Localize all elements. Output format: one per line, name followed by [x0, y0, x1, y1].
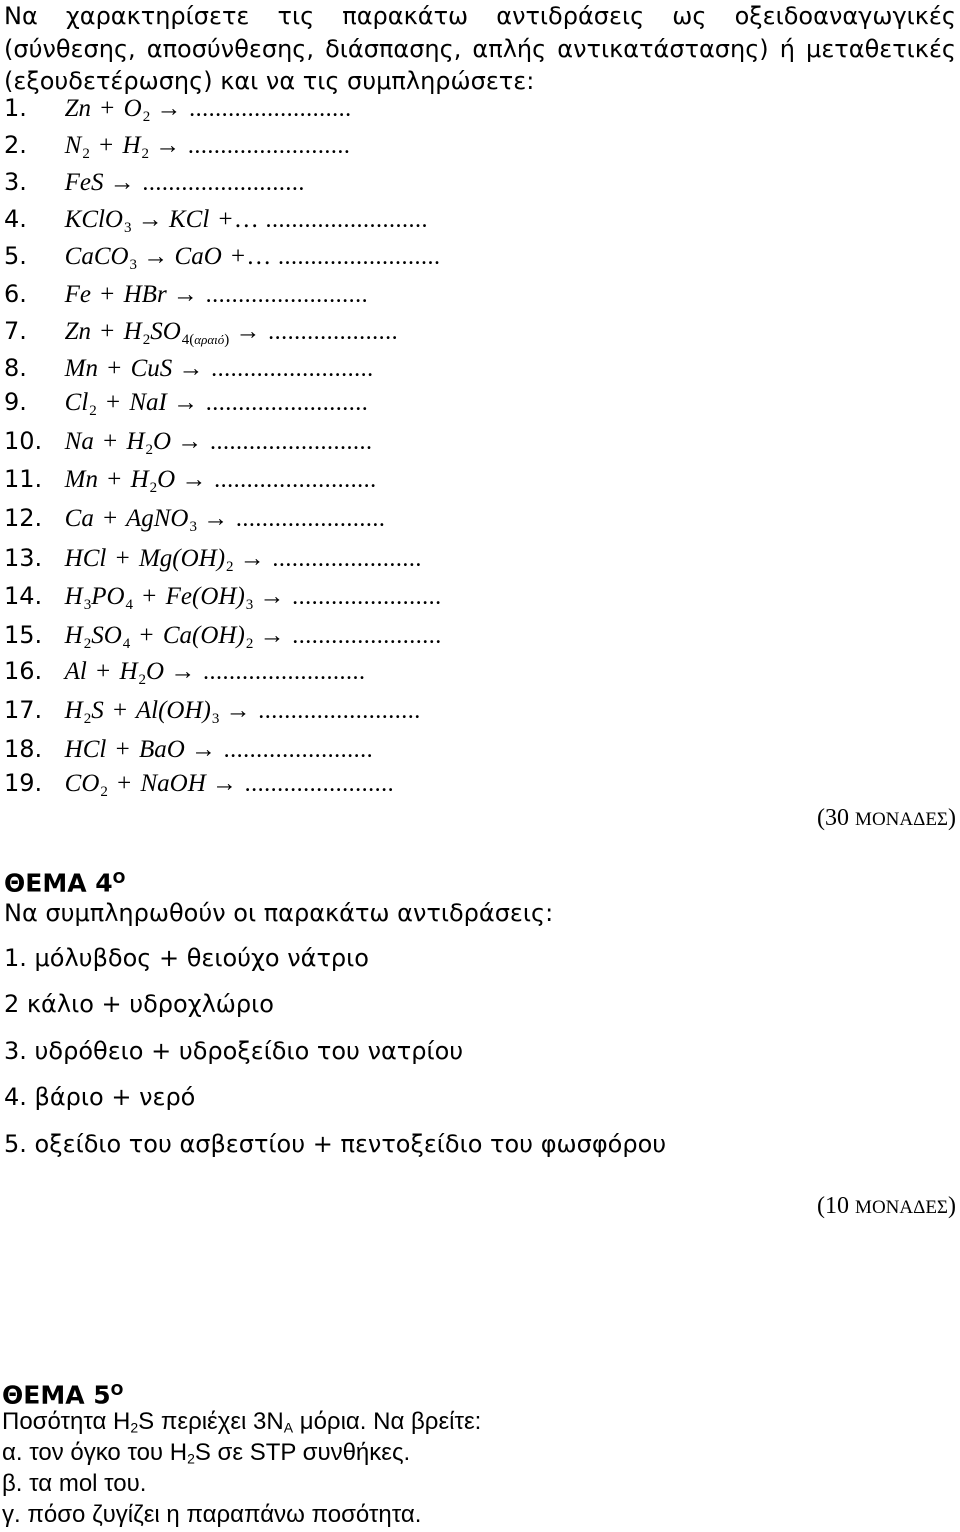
answer-blank[interactable]: .......................	[292, 623, 442, 649]
theme5-question-a: α. τον όγκο του $H_2S$ σε STP συνθήκες.	[2, 1439, 411, 1467]
equation-row	[4, 350, 374, 386]
equation-number: 14.	[4, 582, 43, 610]
equation-number: 1.	[4, 94, 27, 122]
equation-formula: $Zn + H_2SO_{4(\alpha\rho\alpha\iota ό)}$ →	[64, 318, 261, 349]
theme5-title: ΘΕΜΑ $5^O$	[2, 1380, 124, 1410]
theme4-item: 4. βάριο + νερό	[4, 1083, 196, 1111]
answer-blank[interactable]: .........................	[209, 429, 373, 455]
equation-row	[4, 765, 394, 801]
answer-blank[interactable]: .........................	[202, 659, 366, 685]
theme4-item: 1. μόλυβδος + θειούχο νάτριο	[4, 944, 369, 972]
answer-blank[interactable]: .........................	[142, 170, 305, 196]
answer-blank[interactable]: .......................	[292, 584, 442, 610]
equation-formula: HCl + BaO →	[64, 736, 217, 763]
equation-formula: $CO_2$ + NaOH →	[64, 770, 238, 801]
equation-row	[4, 653, 365, 689]
equation-row	[4, 692, 421, 728]
theme5-statement: Ποσότητα $H_2S$ περιέχει $3N_A$ μόρια. Να βρείτε:	[2, 1408, 482, 1436]
equation-number: 11.	[4, 465, 43, 493]
answer-blank[interactable]: ....................	[268, 319, 399, 345]
equation-row	[4, 201, 428, 237]
answer-blank[interactable]: .........................	[214, 467, 377, 493]
equation-number: 13.	[4, 544, 43, 572]
equation-number: 5.	[4, 242, 27, 270]
equation-row	[4, 578, 442, 614]
equation-number: 8.	[4, 354, 27, 382]
equation-row	[4, 276, 368, 312]
equation-formula: $Na + H_2O$ →	[64, 428, 203, 459]
answer-blank[interactable]: .......................	[223, 737, 374, 763]
equation-row	[4, 164, 305, 200]
theme4-title: ΘΕΜΑ $4^O$	[4, 868, 126, 898]
answer-blank[interactable]: .........................	[187, 133, 351, 159]
theme4-item: 3. υδρόθειο + υδροξείδιο του νατρίου	[4, 1037, 464, 1065]
equation-formula: $H_2S + Al(OH)_3$ →	[64, 697, 251, 728]
theme4-item: 5. οξείδιο του ασβεστίου + πεντοξείδιο του φωσφόρου	[4, 1130, 667, 1158]
equation-row	[4, 731, 373, 767]
equation-formula: $Zn + O_2$ →	[64, 95, 182, 126]
theme5-question-b: β. τα mol του.	[2, 1470, 147, 1497]
theme4-item: 2 κάλιο + υδροχλώριο	[4, 990, 274, 1018]
equation-number: 17.	[4, 696, 43, 724]
equation-number: 3.	[4, 168, 27, 196]
equation-row	[4, 127, 350, 163]
equation-row	[4, 313, 398, 349]
equation-row	[4, 384, 368, 420]
equation-number: 2.	[4, 131, 27, 159]
equation-number: 10.	[4, 427, 43, 455]
intro-text: Να χαρακτηρίσετε τις παρακάτω αντιδράσεις ως οξειδοαναγωγικές (σύνθεσης, αποσύνθεσης, διάσπασης, απλής αντικατάστασης) ή μεταθετικές (εξουδετέρωσης) και να τις συμπληρώσετε:	[4, 2, 956, 95]
equation-row	[4, 500, 385, 536]
equation-formula: $Mn + H_2O$ →	[64, 466, 207, 497]
answer-blank[interactable]: .........................	[265, 207, 429, 233]
equation-row	[4, 540, 422, 576]
equation-formula: $Cl_2$ + NaI →	[64, 389, 199, 420]
equation-row	[4, 423, 372, 459]
equation-formula: $H_3PO_4 + Fe(OH)_3$ →	[64, 583, 285, 614]
equation-number: 9.	[4, 388, 27, 416]
equation-row	[4, 238, 441, 274]
answer-blank[interactable]: .........................	[211, 356, 374, 382]
equation-number: 15.	[4, 621, 43, 649]
answer-blank[interactable]: .........................	[258, 698, 421, 724]
equation-formula: Ca + AgNO$_3$ →	[64, 505, 229, 536]
equation-formula: Fe + HBr →	[64, 281, 198, 308]
equation-formula: HCl + $Mg(OH)_2$ →	[64, 545, 265, 576]
equation-formula: KClO$_3$ → KCl + …	[64, 206, 258, 237]
answer-blank[interactable]: .........................	[189, 96, 352, 122]
theme5-question-c: γ. πόσο ζυγίζει η παραπάνω ποσότητα.	[2, 1501, 422, 1528]
equation-formula: FeS →	[64, 169, 135, 196]
answer-blank[interactable]: .........................	[205, 282, 369, 308]
equation-formula: CaCO$_3$ → CaO + …	[64, 243, 271, 274]
equation-formula: $H_2SO_4 + Ca(OH)_2$ →	[64, 622, 285, 653]
answer-blank[interactable]: .........................	[205, 390, 369, 416]
equation-number: 12.	[4, 504, 43, 532]
equation-number: 18.	[4, 735, 43, 763]
equation-row	[4, 461, 377, 497]
equation-formula: Mn + CuS →	[64, 355, 204, 382]
theme4-prompt: Να συμπληρωθούν οι παρακάτω αντιδράσεις:	[4, 899, 554, 927]
equation-row	[4, 90, 352, 126]
answer-blank[interactable]: .........................	[278, 244, 441, 270]
answer-blank[interactable]: .......................	[235, 506, 386, 532]
equation-number: 19.	[4, 769, 43, 797]
answer-blank[interactable]: .......................	[244, 771, 395, 797]
equation-number: 7.	[4, 317, 27, 345]
equation-number: 16.	[4, 657, 43, 685]
equation-number: 6.	[4, 280, 27, 308]
marks-10: (10 ΜΟΝΑΔΕΣ)	[817, 1193, 956, 1219]
equation-row	[4, 617, 442, 653]
equation-formula: $N_2 + H_2$ →	[64, 132, 181, 163]
answer-blank[interactable]: .......................	[272, 546, 422, 572]
equation-number: 4.	[4, 205, 27, 233]
equation-formula: $Al + H_2O$ →	[64, 658, 196, 689]
marks-30: (30 ΜΟΝΑΔΕΣ)	[817, 805, 956, 831]
